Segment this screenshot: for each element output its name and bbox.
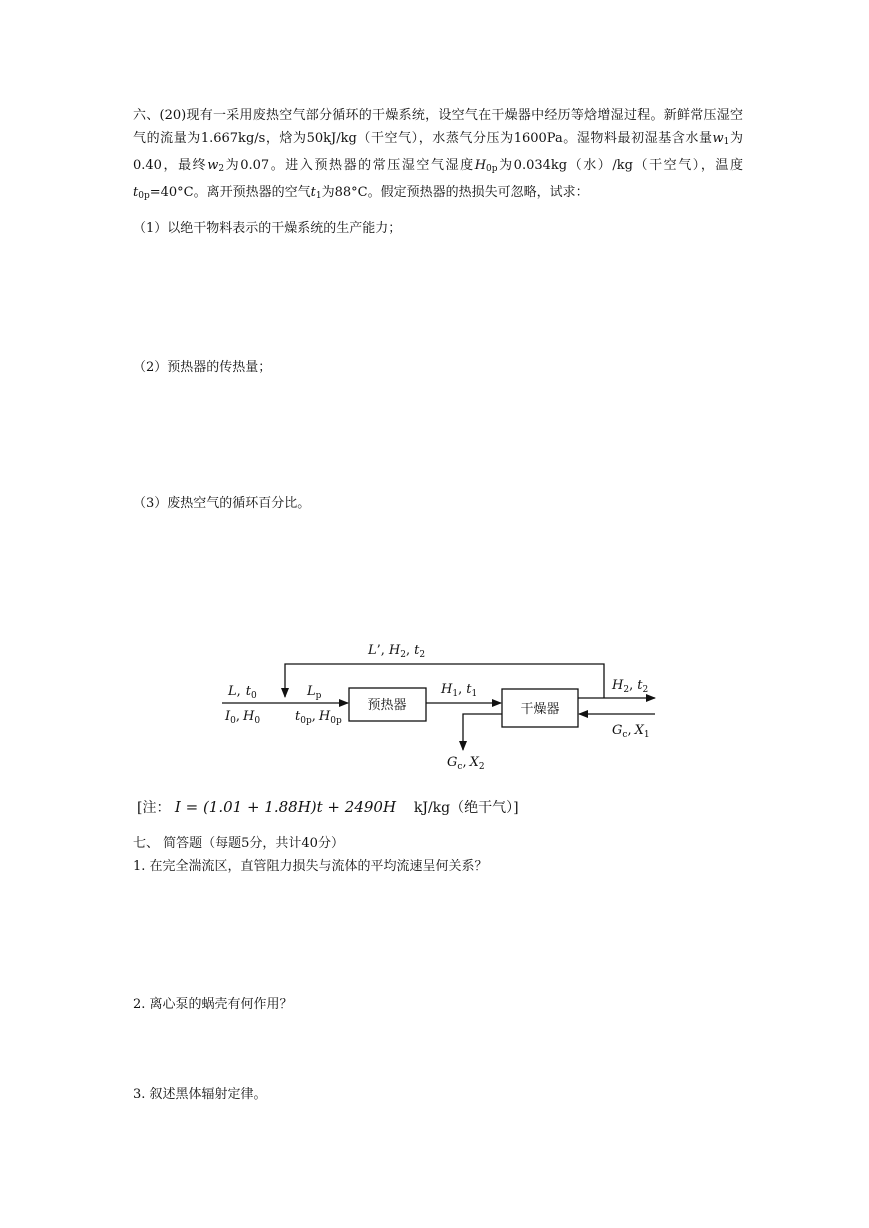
note-prefix: [注： [137,800,171,816]
problem-6-text-c: 为0.07。进入预热器的常压湿空气湿度 [224,158,475,173]
problem-6-question-3: （3）废热空气的循环百分比。 [133,496,311,511]
symbol-t0p: t [133,185,139,200]
problem-6-text-a: 六、(20)现有一采用废热空气部分循环的干燥系统，设空气在干燥器中经历等焓增湿过程。新鲜常压湿空气的流量为1.667kg/s，焓为50kJ/kg（干空气），水蒸气分压为1600Pa。湿物料最初湿基含水量 [133,108,743,146]
symbol-t1-sub: 1 [315,191,322,201]
dried-solid-outlet-line [463,714,502,750]
lp-label: $L_p$ [307,684,322,701]
problem-6-question-2: （2）预热器的传热量； [133,360,272,375]
symbol-w1-sub: 1 [723,137,730,147]
symbol-w2: w [207,158,219,173]
dryer-label: 干燥器 [520,702,560,717]
section-7-question-2: 2. 离心泵的蜗壳有何作用？ [133,997,293,1012]
mix-bottom-label: $t_{0p}$, $H_{0p}$ [295,709,342,726]
preheater-outlet-label: $H_1$, $t_1$ [441,682,478,699]
enthalpy-note [137,797,519,817]
problem-6-text-f: 为88°C。假定预热器的热损失可忽略，试求： [321,185,589,200]
preheater-label: 预热器 [367,698,407,713]
symbol-t0p-sub: 0p [138,191,150,201]
problem-6-text-e: =40°C。离开预热器的空气 [149,185,311,200]
symbol-h0p: H [474,158,487,173]
solid-inlet-label: $G_c$, $X_1$ [612,723,650,740]
problem-6-question-1: （1）以绝干物料表示的干燥系统的生产能力； [133,221,402,236]
symbol-w1: w [712,131,724,146]
symbol-h0p-sub: 0p [486,164,498,174]
inlet-top-label: L, $t_0$ [228,684,257,701]
dryer-outlet-label: $H_2$, $t_2$ [612,678,649,695]
solid-outlet-label: $G_c$, $X_2$ [447,755,485,772]
enthalpy-formula: I = (1.01 + 1.88H)t + 2490H [174,798,397,816]
problem-6-text-b: 为0.40，最终 [133,131,743,173]
inlet-bottom-label: $I_0$, $H_0$ [225,709,261,726]
recycle-label: L’, $H_2$, $t_2$ [368,643,426,660]
section-7-question-3: 3. 叙述黑体辐射定律。 [133,1087,267,1102]
section-7-question-1: 1. 在完全湍流区，直管阻力损失与流体的平均流速呈何关系？ [133,859,488,874]
note-unit: kJ/kg（绝干气）] [413,800,519,816]
symbol-w2-sub: 2 [218,164,225,174]
section-7-title: 七、 简答题（每题5分，共计40分） [133,836,344,851]
symbol-t1: t [310,185,316,200]
problem-6-text-d: 为0.034kg（水）/kg（干空气），温度 [497,158,743,173]
